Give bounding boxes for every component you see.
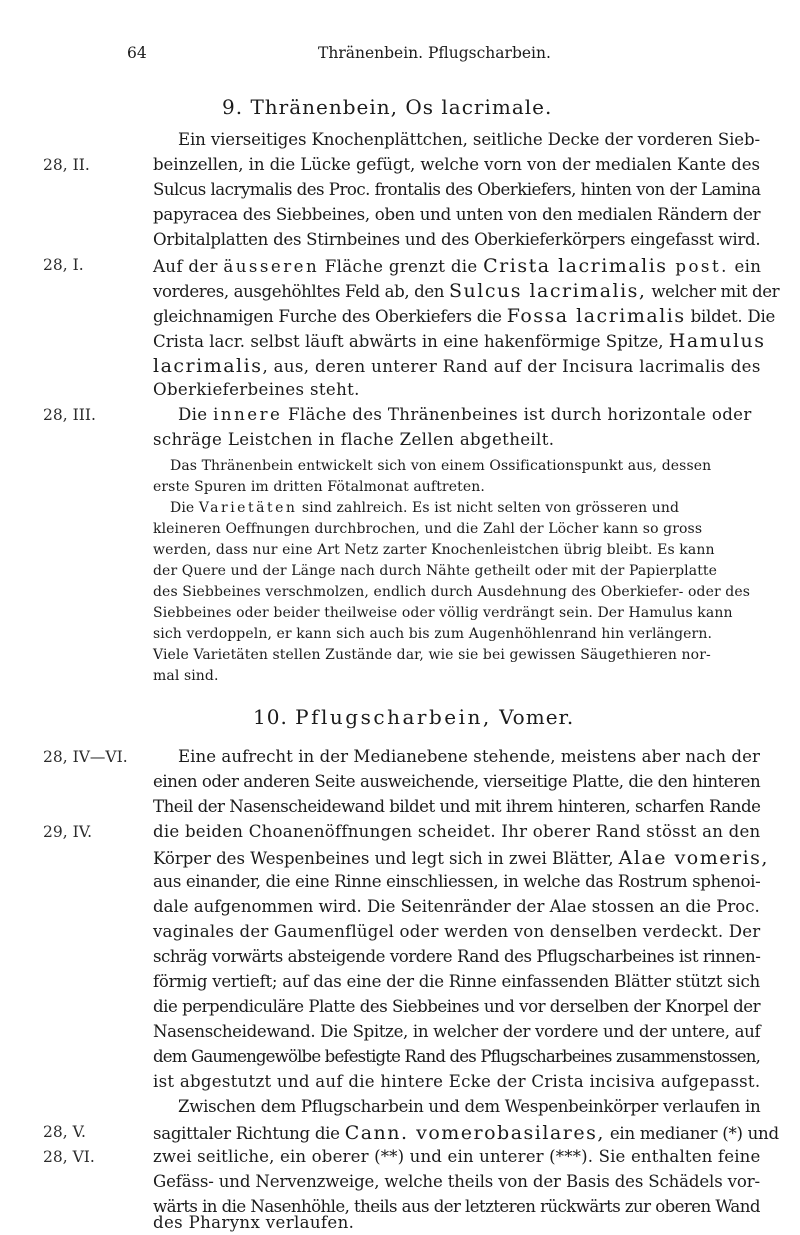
- page-number: 64: [127, 44, 147, 62]
- text-line: Körper des Wespenbeines und legt sich in zwei Blätter, Alae vomeris,: [153, 847, 769, 869]
- margin-reference: 28, I.: [43, 256, 84, 274]
- text-line: Die innere Fläche des Thränenbeines ist durch horizontale oder: [178, 405, 752, 424]
- margin-reference: 28, II.: [43, 156, 90, 174]
- margin-reference: 28, VI.: [43, 1148, 95, 1166]
- text-line: Eine aufrecht in der Medianebene stehende, meistens aber nach der: [178, 747, 760, 766]
- text-line: Viele Varietäten stellen Zustände dar, wie sie bei gewissen Säugethieren nor-: [153, 647, 711, 663]
- text-line: dem Gaumengewölbe befestigte Rand des Pflugscharbeines zusammenstossen,: [153, 1047, 760, 1066]
- running-title: Thränenbein. Pflugscharbein.: [318, 44, 551, 62]
- text-line: ist abgestutzt und auf die hintere Ecke der Crista incisiva aufgepasst.: [153, 1072, 761, 1091]
- text-line: mal sind.: [153, 668, 219, 684]
- text-line: Crista lacr. selbst läuft abwärts in eine hakenförmige Spitze, Hamulus: [153, 330, 766, 352]
- text-line: lacrimalis, aus, deren unterer Rand auf der Incisura lacrimalis des: [153, 355, 761, 377]
- text-line: Das Thränenbein entwickelt sich von einem Ossificationspunkt aus, dessen: [170, 458, 712, 474]
- text-line: der Quere und der Länge nach durch Nähte getheilt oder mit der Papierplatte: [153, 563, 718, 579]
- margin-reference: 28, III.: [43, 406, 96, 424]
- text-line: wärts in die Nasenhöhle, theils aus der letzteren rückwärts zur oberen Wand: [153, 1197, 760, 1216]
- text-line: die beiden Choanenöffnungen scheidet. Ihr oberer Rand stösst an den: [153, 822, 761, 841]
- text-line: papyracea des Siebbeines, oben und unten von den medialen Rändern der: [153, 205, 761, 224]
- text-line: sagittaler Richtung die Cann. vomerobasilares, ein medianer (*) und: [153, 1122, 779, 1144]
- text-line: Ein vierseitiges Knochenplättchen, seitliche Decke der vorderen Sieb-: [178, 130, 760, 149]
- margin-reference: 28, V.: [43, 1123, 86, 1141]
- page-header: [0, 44, 800, 74]
- text-line: Siebbeines oder beider theilweise oder völlig verdrängt sein. Der Hamulus kann: [153, 605, 733, 621]
- text-line: zwei seitliche, ein oberer (**) und ein unterer (***). Sie enthalten feine: [153, 1147, 761, 1166]
- text-line: die perpendiculäre Platte des Siebbeines und vor derselben der Knorpel der: [153, 997, 761, 1016]
- text-line: erste Spuren im dritten Fötalmonat auftreten.: [153, 479, 485, 495]
- text-line: schräge Leistchen in flache Zellen abgetheilt.: [153, 430, 555, 449]
- text-line: Theil der Nasenscheidewand bildet und mit ihrem hinteren, scharfen Rande: [153, 797, 761, 816]
- text-line: kleineren Oeffnungen durchbrochen, und die Zahl der Löcher kann so gross: [153, 521, 703, 537]
- text-line: gleichnamigen Furche des Oberkiefers die Fossa lacrimalis bildet. Die: [153, 305, 776, 327]
- text-line: Gefäss- und Nervenzweige, welche theils von der Basis des Schädels vor-: [153, 1172, 760, 1191]
- text-line: Zwischen dem Pflugscharbein und dem Wespenbeinkörper verlaufen in: [178, 1097, 761, 1116]
- text-line: schräg vorwärts absteigende vordere Rand des Pflugscharbeines ist rinnen-: [153, 947, 761, 966]
- text-line: Nasenscheidewand. Die Spitze, in welcher der vordere und der untere, auf: [153, 1022, 761, 1041]
- text-line: beinzellen, in die Lücke gefügt, welche vorn von der medialen Kante des: [153, 155, 760, 174]
- text-line: dale aufgenommen wird. Die Seitenränder der Alae stossen an die Proc.: [153, 897, 760, 916]
- margin-reference: 29, IV.: [43, 823, 93, 841]
- text-line: vaginales der Gaumenflügel oder werden von denselben verdeckt. Der: [153, 922, 761, 941]
- text-line: werden, dass nur eine Art Netz zarter Knochenleistchen übrig bleibt. Es kann: [153, 542, 715, 558]
- text-line: des Siebbeines verschmolzen, endlich durch Ausdehnung des Oberkiefer- oder des: [153, 584, 751, 600]
- text-line: des Pharynx verlaufen.: [153, 1213, 355, 1232]
- text-line: Sulcus lacrymalis des Proc. frontalis des Oberkiefers, hinten von der Lamina: [153, 180, 761, 199]
- text-line: einen oder anderen Seite ausweichende, vierseitige Platte, die den hinteren: [153, 772, 761, 791]
- margin-reference: 28, IV—VI.: [43, 748, 128, 766]
- text-line: aus einander, die eine Rinne einschliessen, in welche das Rostrum sphenoi-: [153, 872, 761, 891]
- text-line: Oberkieferbeines steht.: [153, 380, 360, 399]
- text-line: Orbitalplatten des Stirnbeines und des Oberkieferkörpers eingefasst wird.: [153, 230, 761, 249]
- text-line: Auf der äusseren Fläche grenzt die Crista lacrimalis post. ein: [153, 255, 762, 277]
- text-line: Die Varietäten sind zahlreich. Es ist nicht selten von grösseren und: [170, 500, 680, 516]
- text-line: förmig vertieft; auf das eine der die Rinne einfassenden Blätter stützt sich: [153, 972, 760, 991]
- text-line: sich verdoppeln, er kann sich auch bis zum Augenhöhlenrand hin verlängern.: [153, 626, 713, 642]
- text-line: vorderes, ausgehöhltes Feld ab, den Sulcus lacrimalis, welcher mit der: [153, 280, 780, 302]
